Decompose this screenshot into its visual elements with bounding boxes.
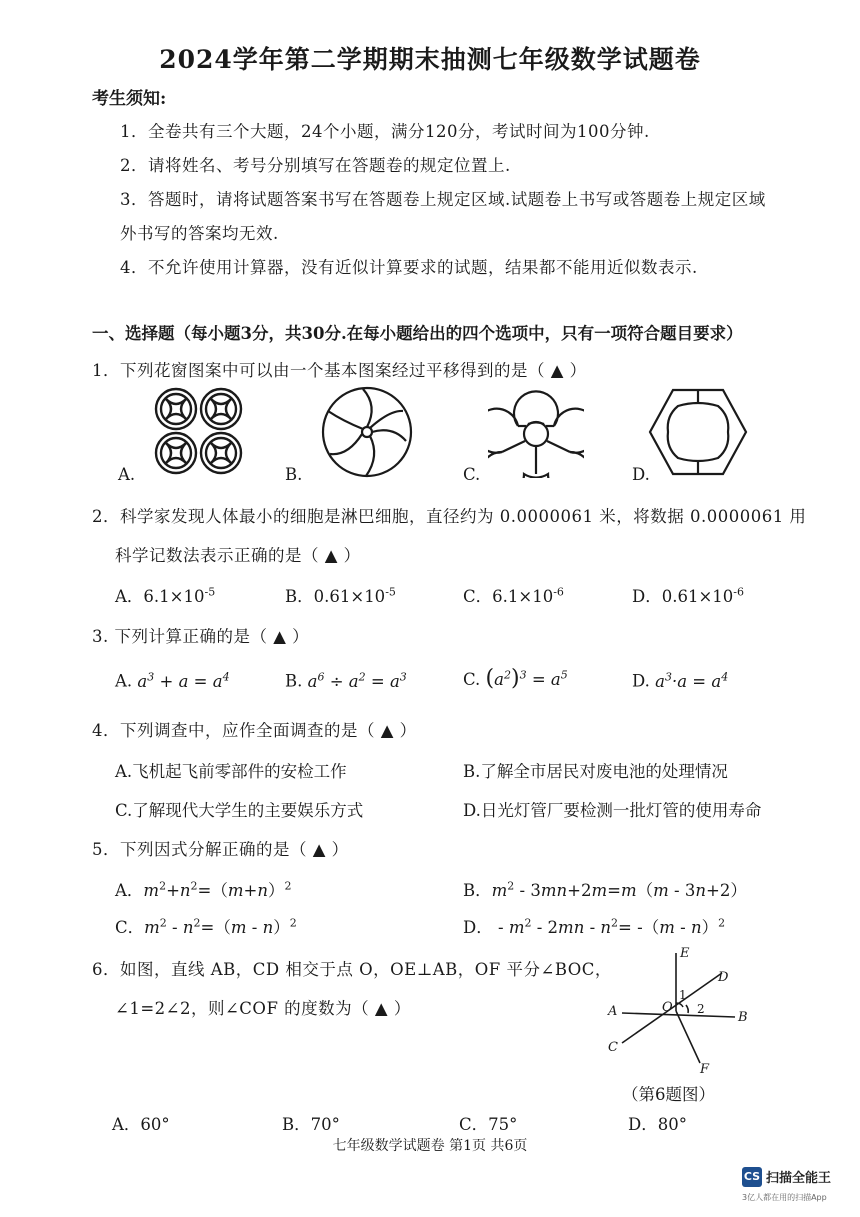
q2-option-a: A．$6.1\times 10^{-5}$ xyxy=(115,585,216,606)
q6-stem-line2: ∠1=2∠2，则∠COF 的度数为（ ▲ ） xyxy=(115,999,411,1018)
label-f: F xyxy=(700,1062,710,1075)
q6-option-c: C．75° xyxy=(459,1115,518,1134)
q3-option-a: A. $a^3 + a = a^4$ xyxy=(115,670,230,691)
label-o: O xyxy=(662,1000,673,1015)
q6-figure xyxy=(600,945,760,1075)
scanner-app-name: 扫描全能王 xyxy=(766,1171,832,1186)
label-b: B xyxy=(738,1010,748,1025)
q2-option-c: C．$6.1\times 10^{-6}$ xyxy=(463,585,564,606)
q4-option-b: B.了解全市居民对废电池的处理情况 xyxy=(463,762,728,781)
q4-stem: 4．下列调查中，应作全面调查的是（ ▲ ） xyxy=(92,721,417,740)
q1-label-d: D. xyxy=(632,465,650,484)
label-angle-2: 2 xyxy=(697,1002,705,1016)
label-d: D xyxy=(718,970,729,985)
q3-option-d: D. $a^3\cdot a = a^4$ xyxy=(632,670,729,691)
label-c: C xyxy=(608,1040,618,1055)
q6-option-a: A．60° xyxy=(112,1115,170,1134)
q5-option-a: A．$m^2+n^2=(m+n)^2$ xyxy=(115,879,292,900)
notice-item-3-cont: 外书写的答案均无效. xyxy=(120,224,279,243)
label-angle-1: 1 xyxy=(679,988,687,1002)
q1-label-b: B. xyxy=(285,465,303,484)
q4-option-d: D.日光灯管厂要检测一批灯管的使用寿命 xyxy=(463,801,762,820)
q1-figure-a xyxy=(152,386,247,478)
q5-option-d: D． - $m^2 - 2mn - n^2= -(m - n)^2$ xyxy=(463,916,726,937)
notice-item-2: 2．请将姓名、考号分别填写在答题卷的规定位置上. xyxy=(120,156,511,175)
ray-of xyxy=(676,1011,700,1063)
q6-option-d: D．80° xyxy=(628,1115,687,1134)
notice-item-4: 4．不允许使用计算器，没有近似计算要求的试题，结果都不能用近似数表示. xyxy=(120,258,698,277)
q5-option-b: B．$m^2 - 3mn+2m=m(m - 3n+2)$ xyxy=(463,879,747,900)
label-a: A xyxy=(608,1004,618,1019)
scanner-app-tagline: 3亿人都在用的扫描App xyxy=(742,1193,827,1202)
notice-item-3: 3．答题时，请将试题答案书写在答题卷上规定区域.试题卷上书写或答题卷上规定区域 xyxy=(120,190,766,209)
q3-option-c: C. $(a^2)^3 = a^5$ xyxy=(463,666,568,691)
notice-heading: 考生须知: xyxy=(92,89,167,109)
q2-stem-line2: 科学记数法表示正确的是（ ▲ ） xyxy=(115,546,361,565)
q4-option-c: C.了解现代大学生的主要娱乐方式 xyxy=(115,801,364,820)
q1-figure-d xyxy=(648,386,748,478)
q1-label-c: C. xyxy=(463,465,481,484)
notice-item-1: 1．全卷共有三个大题，24个小题，满分120分，考试时间为100分钟. xyxy=(120,122,650,141)
q1-figure-c xyxy=(488,386,584,478)
section-heading: 一、选择题（每小题3分，共30分.在每小题给出的四个选项中，只有一项符合题目要求） xyxy=(92,324,743,343)
q6-caption: （第6题图） xyxy=(622,1085,715,1104)
q6-stem-line1: 6．如图，直线 AB，CD 相交于点 O，OE⊥AB，OF 平分∠BOC， xyxy=(92,960,612,979)
q5-stem: 5．下列因式分解正确的是（ ▲ ） xyxy=(92,840,349,859)
q2-option-d: D．$0.61\times 10^{-6}$ xyxy=(632,585,745,606)
q1-label-a: A. xyxy=(118,465,136,484)
q3-option-b: B. $a^6 \div a^2 = a^3$ xyxy=(285,670,407,691)
q1-stem: 1．下列花窗图案中可以由一个基本图案经过平移得到的是（ ▲ ） xyxy=(92,361,587,380)
q2-stem-line1: 2．科学家发现人体最小的细胞是淋巴细胞，直径约为 0.0000061 米，将数据 0.0000061 用 xyxy=(92,507,807,526)
exam-title: 2024学年第二学期期末抽测七年级数学试题卷 xyxy=(159,45,701,74)
q3-stem: 3. 下列计算正确的是（ ▲ ） xyxy=(92,627,310,646)
label-e: E xyxy=(680,946,690,961)
q2-option-b: B．$0.61\times 10^{-5}$ xyxy=(285,585,396,606)
q5-option-c: C．$m^2 - n^2=(m - n)^2$ xyxy=(115,916,297,937)
scanner-logo-icon: CS xyxy=(742,1167,762,1187)
q1-figure-b xyxy=(318,386,416,478)
page-footer: 七年级数学试题卷 第1页 共6页 xyxy=(332,1138,528,1154)
q4-option-a: A.飞机起飞前零部件的安检工作 xyxy=(115,762,347,781)
q6-option-b: B．70° xyxy=(282,1115,340,1134)
